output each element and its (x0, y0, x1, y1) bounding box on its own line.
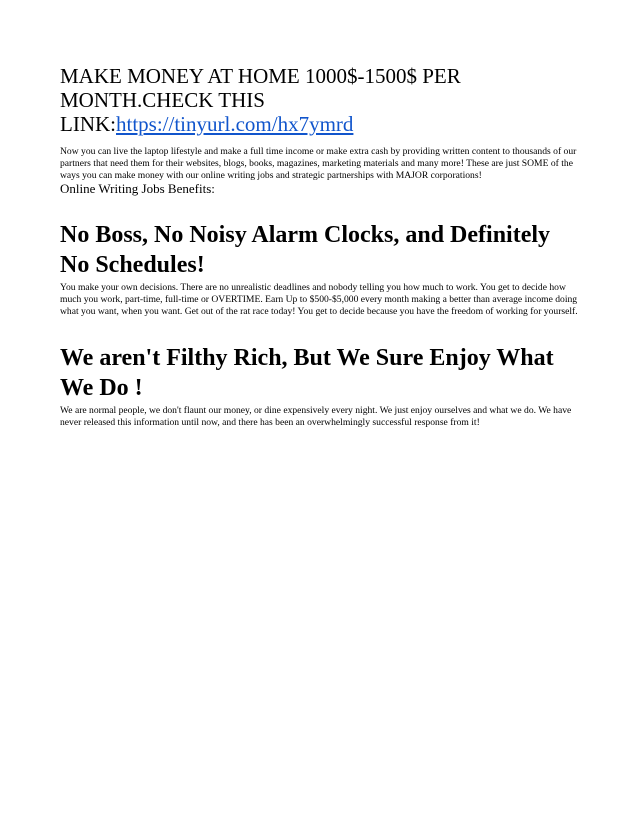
section-body-no-boss: You make your own decisions. There are no unrealistic deadlines and nobody telling you how much to work. You get to decide how much you work, part-time, full-time or OVERTIME. Earn Up to $500-$5,000 every month making a better than average income doing what you want, when you want. Get out of the rat race today! You get to decide because you have the freedom of working for yourself. (60, 282, 578, 317)
title-line-2: MONTH.CHECK THIS (60, 88, 265, 112)
intro-paragraph: Now you can live the laptop lifestyle and make a full time income or make extra cash by providing written content to thousands of our partners that need them for their websites, blogs, books, magazines, marketing materials and many more! These are just SOME of the ways you can make money with our online writing jobs and strategic partnerships with MAJOR corporations! (60, 146, 577, 181)
title-link[interactable]: https://tinyurl.com/hx7ymrd (116, 112, 354, 136)
section-heading-not-rich: We aren't Filthy Rich, But We Sure Enjoy What We Do ! (60, 345, 554, 401)
page-title (60, 64, 582, 136)
document-page (60, 64, 582, 429)
section-body-not-rich: We are normal people, we don't flaunt our money, or dine expensively every night. We just enjoy ourselves and what we do. We have never released this information until now, and there has been an overwhelmingly successful response from it! (60, 405, 572, 428)
benefits-subheading: Online Writing Jobs Benefits: (60, 181, 215, 196)
title-link-prefix: LINK: (60, 112, 116, 136)
section-heading-no-boss: No Boss, No Noisy Alarm Clocks, and Definitely No Schedules! (60, 222, 551, 278)
title-line-1: MAKE MONEY AT HOME 1000$-1500$ PER (60, 64, 461, 88)
